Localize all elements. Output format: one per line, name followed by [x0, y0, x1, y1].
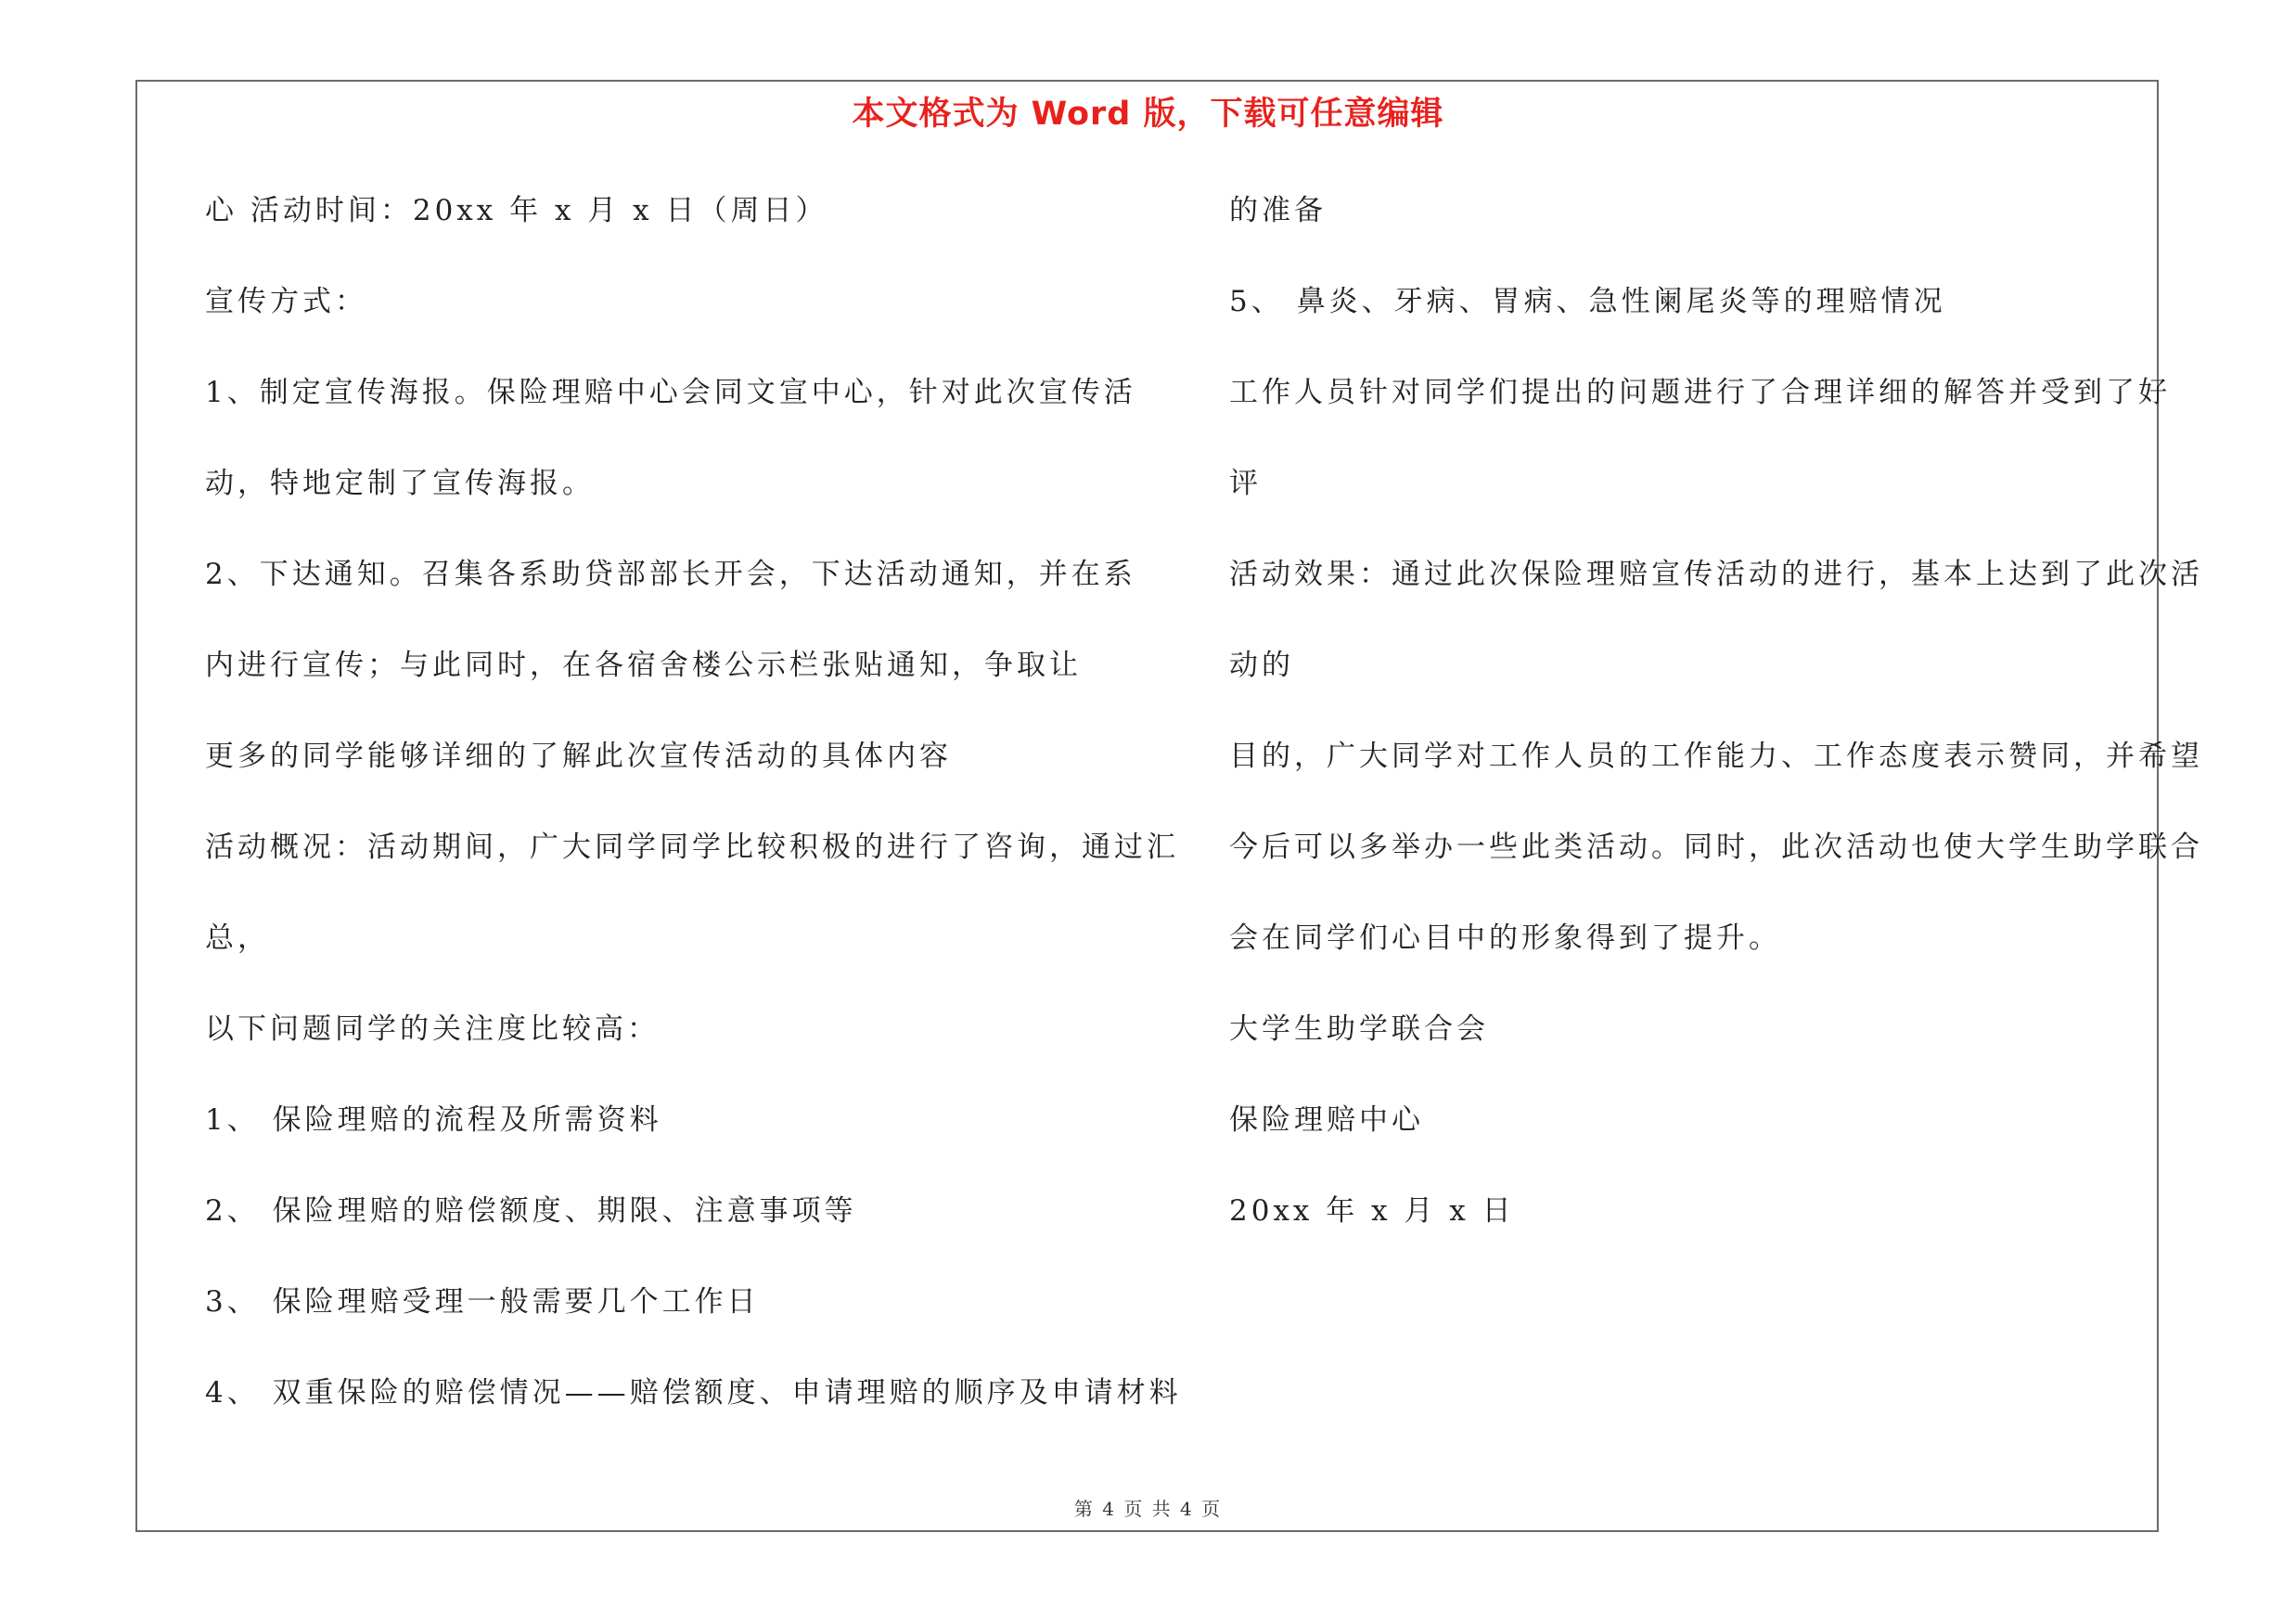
text-line: 评 — [1229, 467, 1262, 500]
text-line: 今后可以多举办一些此类活动。同时，此次活动也使大学生助学联合 — [1229, 831, 2203, 864]
text-line: 1、制定宣传海报。保险理赔中心会同文宣中心，针对此次宣传活 — [205, 376, 1136, 409]
text-line: 宣传方式： — [205, 285, 367, 318]
text-line: 动，特地定制了宣传海报。 — [205, 467, 595, 500]
text-line: 活动效果：通过此次保险理赔宣传活动的进行，基本上达到了此次活 — [1229, 558, 2203, 591]
text-line: 以下问题同学的关注度比较高： — [205, 1012, 660, 1046]
signature-date: 20xx 年 x 月 x 日 — [1229, 1194, 1515, 1228]
format-notice-banner: 本文格式为 Word 版，下载可任意编辑 — [852, 96, 1444, 133]
list-item: 1、 保险理赔的流程及所需资料 — [205, 1103, 662, 1137]
text-line: 的准备 — [1229, 194, 1327, 227]
right-column — [1229, 182, 2203, 1273]
list-item: 5、 鼻炎、牙病、胃病、急性阑尾炎等的理赔情况 — [1229, 285, 1946, 318]
signature-organization: 大学生助学联合会 — [1229, 1012, 1489, 1046]
text-line: 会在同学们心目中的形象得到了提升。 — [1229, 921, 1781, 955]
text-line: 动的 — [1229, 649, 1294, 682]
left-column — [205, 182, 1182, 1455]
signature-department: 保险理赔中心 — [1229, 1103, 1424, 1137]
list-item: 2、 保险理赔的赔偿额度、期限、注意事项等 — [205, 1194, 857, 1228]
text-line: 心 活动时间：20xx 年 x 月 x 日（周日） — [205, 194, 828, 227]
text-line: 总， — [205, 921, 270, 955]
text-line: 活动概况：活动期间，广大同学同学比较积极的进行了咨询，通过汇 — [205, 831, 1179, 864]
list-item: 3、 保险理赔受理一般需要几个工作日 — [205, 1285, 760, 1319]
text-line: 更多的同学能够详细的了解此次宣传活动的具体内容 — [205, 740, 952, 773]
text-line: 内进行宣传；与此同时，在各宿舍楼公示栏张贴通知，争取让 — [205, 649, 1082, 682]
text-line: 工作人员针对同学们提出的问题进行了合理详细的解答并受到了好 — [1229, 376, 2171, 409]
list-item: 4、 双重保险的赔偿情况——赔偿额度、申请理赔的顺序及申请材料 — [205, 1376, 1182, 1410]
text-line: 目的，广大同学对工作人员的工作能力、工作态度表示赞同，并希望 — [1229, 740, 2203, 773]
text-line: 2、下达通知。召集各系助贷部部长开会，下达活动通知，并在系 — [205, 558, 1136, 591]
page-number-footer: 第 4 页 共 4 页 — [1073, 1498, 1223, 1520]
